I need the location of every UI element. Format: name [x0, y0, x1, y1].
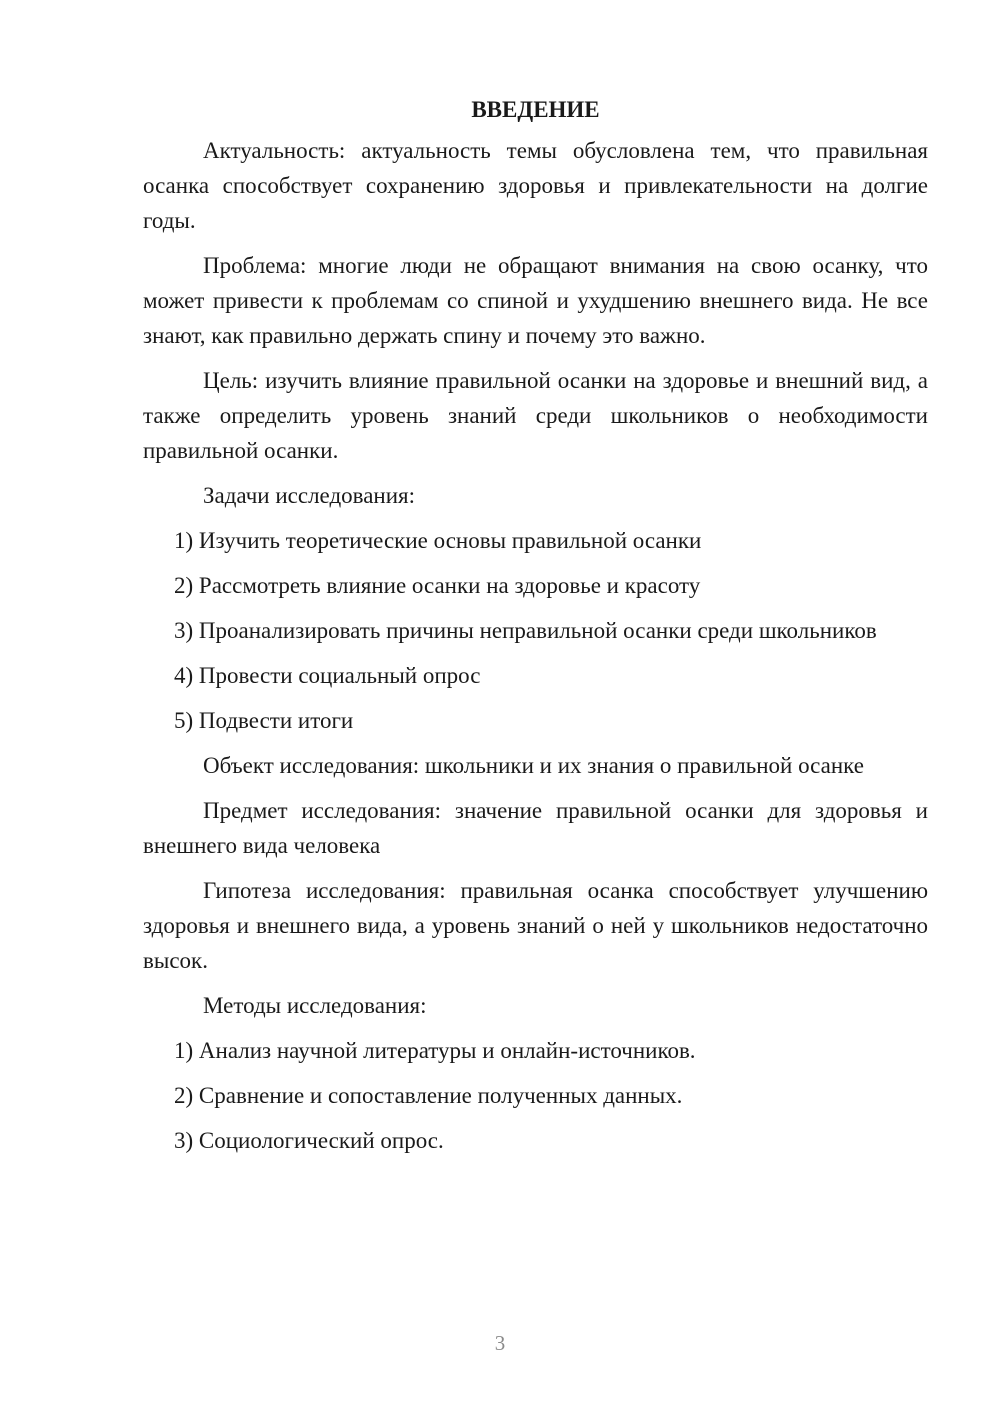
hypothesis-paragraph: Гипотеза исследования: правильная осанка способствует улучшению здоровья и внешнего вида, а уровень знаний о ней у школьников недостаточно высок. — [143, 878, 928, 973]
section-title: ВВЕДЕНИЕ — [471, 97, 600, 122]
goal-paragraph: Цель: изучить влияние правильной осанки на здоровье и внешний вид, а также определить уровень знаний среди школьников о необходимости правильной осанки. — [143, 368, 928, 463]
method-item: 3) Социологический опрос. — [174, 1128, 444, 1153]
task-item: 4) Провести социальный опрос — [174, 663, 481, 688]
relevance-paragraph: Актуальность: актуальность темы обусловлена тем, что правильная осанка способствует сохранению здоровья и привлекательности на долгие годы. — [143, 138, 928, 233]
subject-paragraph: Предмет исследования: значение правильной осанки для здоровья и внешнего вида человека — [143, 798, 928, 858]
page-content — [143, 92, 928, 1168]
page-number: 3 — [494, 1331, 506, 1355]
method-item: 2) Сравнение и сопоставление полученных данных. — [174, 1083, 683, 1108]
problem-paragraph: Проблема: многие люди не обращают внимания на свою осанку, что может привести к проблемам со спиной и ухудшению внешнего вида. Не все знают, как правильно держать спину и почему это важно. — [143, 253, 928, 348]
task-item: 2) Рассмотреть влияние осанки на здоровье и красоту — [174, 573, 701, 598]
task-item: 5) Подвести итоги — [174, 708, 354, 733]
methods-label: Методы исследования: — [203, 993, 427, 1018]
tasks-label: Задачи исследования: — [203, 483, 416, 508]
task-item: 3) Проанализировать причины неправильной осанки среди школьников — [174, 618, 877, 643]
task-item: 1) Изучить теоретические основы правильной осанки — [174, 528, 702, 553]
object-paragraph: Объект исследования: школьники и их знания о правильной осанке — [203, 753, 864, 778]
method-item: 1) Анализ научной литературы и онлайн-источников. — [174, 1038, 696, 1063]
